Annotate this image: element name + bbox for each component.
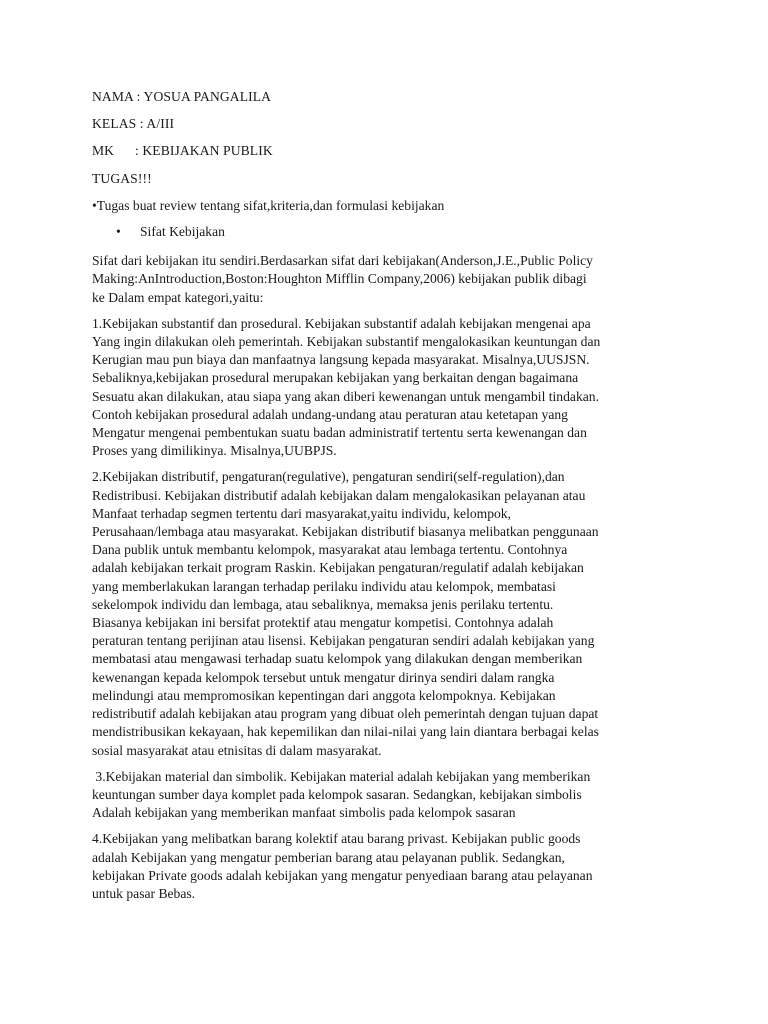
- text-line: Contoh kebijakan prosedural adalah undang-undang atau peraturan atau ketetapan yang: [92, 406, 568, 422]
- text-line: Making:AnIntroduction,Boston:Houghton Mifflin Company,2006) kebijakan publik dibagi: [92, 271, 587, 287]
- text-line: keuntungan sumber daya komplet pada kelompok sasaran. Sedangkan, kebijakan simbolis: [92, 786, 582, 802]
- text-line: peraturan tentang perijinan atau lisensi. Kebijakan pengaturan sendiri adalah kebijakan yang: [92, 633, 595, 649]
- text-line: Mengatur mengenai pembentukan suatu badan administratif tertentu serta kewenangan dan: [92, 425, 587, 441]
- student-class: KELAS : A/III: [92, 116, 175, 132]
- text-line: Biasanya kebijakan ini bersifat protektif atau mengatur kompetisi. Contohnya adalah: [92, 615, 554, 631]
- text-line: yang memberlakukan larangan terhadap perilaku individu atau kelompok, membatasi: [92, 578, 556, 594]
- text-line: Kerugian mau pun biaya dan manfaatnya langsung kepada masyarakat. Misalnya,UUSJSN.: [92, 352, 590, 368]
- text-line: untuk pasar Bebas.: [92, 885, 196, 901]
- text-line: Dana publik untuk membantu kelompok, masyarakat atau lembaga tertentu. Contohnya: [92, 542, 568, 558]
- course-line: [92, 142, 680, 160]
- course-label: MK: [92, 143, 115, 159]
- text-line: Proses yang dimilikinya. Misalnya,UUBPJS.: [92, 443, 337, 459]
- text-line: 1.Kebijakan substantif dan prosedural. Kebijakan substantif adalah kebijakan mengenai apa: [92, 315, 591, 331]
- text-line: sekelompok individu dan lembaga, atau sebaliknya, memaksa jenis perilaku tertentu.: [92, 596, 554, 612]
- bullet-icon: •: [116, 224, 121, 240]
- text-line: 2.Kebijakan distributif, pengaturan(regulative), pengaturan sendiri(self-regulation),dan: [92, 469, 565, 485]
- text-line: adalah kebijakan terkait program Raskin. Kebijakan pengaturan/regulatif adalah kebijakan: [92, 560, 584, 576]
- text-line: Sifat dari kebijakan itu sendiri.Berdasarkan sifat dari kebijakan(Anderson,J.E.,Public Policy: [92, 253, 593, 269]
- assignment-heading: TUGAS!!!: [92, 170, 152, 186]
- text-line: kewenangan kepada kelompok tersebut untuk mengatur dirinya sendiri dalam rangka: [92, 669, 555, 685]
- text-line: ke Dalam empat kategori,yaitu:: [92, 289, 264, 305]
- text-line: Manfaat terhadap segmen tertentu dari masyarakat,yaitu individu, kelompok,: [92, 505, 512, 521]
- text-line: mendistribusikan kekayaan, hak kepemilikan dan nilai-nilai yang lain diantara berbagai kelas: [92, 724, 599, 740]
- text-line: Redistribusi. Kebijakan distributif adalah kebijakan dalam mengalokasikan pelayanan atau: [92, 487, 586, 503]
- paragraph: [92, 830, 680, 903]
- text-line: redistributif adalah kebijakan atau program yang dibuat oleh pemerintah dengan tujuan dapat: [92, 706, 599, 722]
- text-line: Sebaliknya,kebijakan prosedural merupakan kebijakan yang berkaitan dengan bagaimana: [92, 370, 579, 386]
- paragraph: [92, 252, 680, 307]
- text-line: melindungi atau mempromosikan kepentingan dari anggota kelompoknya. Kebijakan: [92, 687, 556, 703]
- text-line: 4.Kebijakan yang melibatkan barang kolektif atau barang privast. Kebijakan public goods: [92, 831, 581, 847]
- text-line: 3.Kebijakan material dan simbolik. Kebijakan material adalah kebijakan yang memberikan: [92, 768, 591, 784]
- text-line: kebijakan Private goods adalah kebijakan yang mengatur penyediaan barang atau pelayanan: [92, 867, 593, 883]
- body-text: [92, 252, 680, 903]
- text-line: Adalah kebijakan yang memberikan manfaat simbolis pada kelompok sasaran: [92, 805, 516, 821]
- document-page: [92, 88, 680, 911]
- student-name: NAMA : YOSUA PANGALILA: [92, 89, 272, 104]
- text-line: Sesuatu akan dilakukan, atau siapa yang akan diberi kewenangan untuk mengambil tindakan.: [92, 388, 599, 404]
- paragraph: [92, 768, 680, 823]
- text-line: Yang ingin dilakukan oleh pemerintah. Kebijakan substantif mengalokasikan keuntungan dan: [92, 334, 601, 350]
- text-line: Perusahaan/lembaga atau masyarakat. Kebijakan distributif biasanya melibatkan penggunaan: [92, 524, 599, 540]
- paragraph: [92, 468, 680, 759]
- paragraph: [92, 315, 680, 461]
- assignment-description: •Tugas buat review tentang sifat,kriteria,dan formulasi kebijakan: [92, 197, 445, 213]
- text-line: adalah Kebijakan yang mengatur pemberian barang atau pelayanan publik. Sedangkan,: [92, 849, 565, 865]
- bullet-item: [92, 223, 680, 241]
- text-line: membatasi atau mengawasi terhadap suatu kelompok yang dilakukan dengan memberikan: [92, 651, 583, 667]
- bullet-label: Sifat Kebijakan: [140, 224, 225, 240]
- text-line: sosial masyarakat atau etnisitas di dalam masyarakat.: [92, 742, 382, 758]
- course-value: : KEBIJAKAN PUBLIK: [135, 143, 273, 159]
